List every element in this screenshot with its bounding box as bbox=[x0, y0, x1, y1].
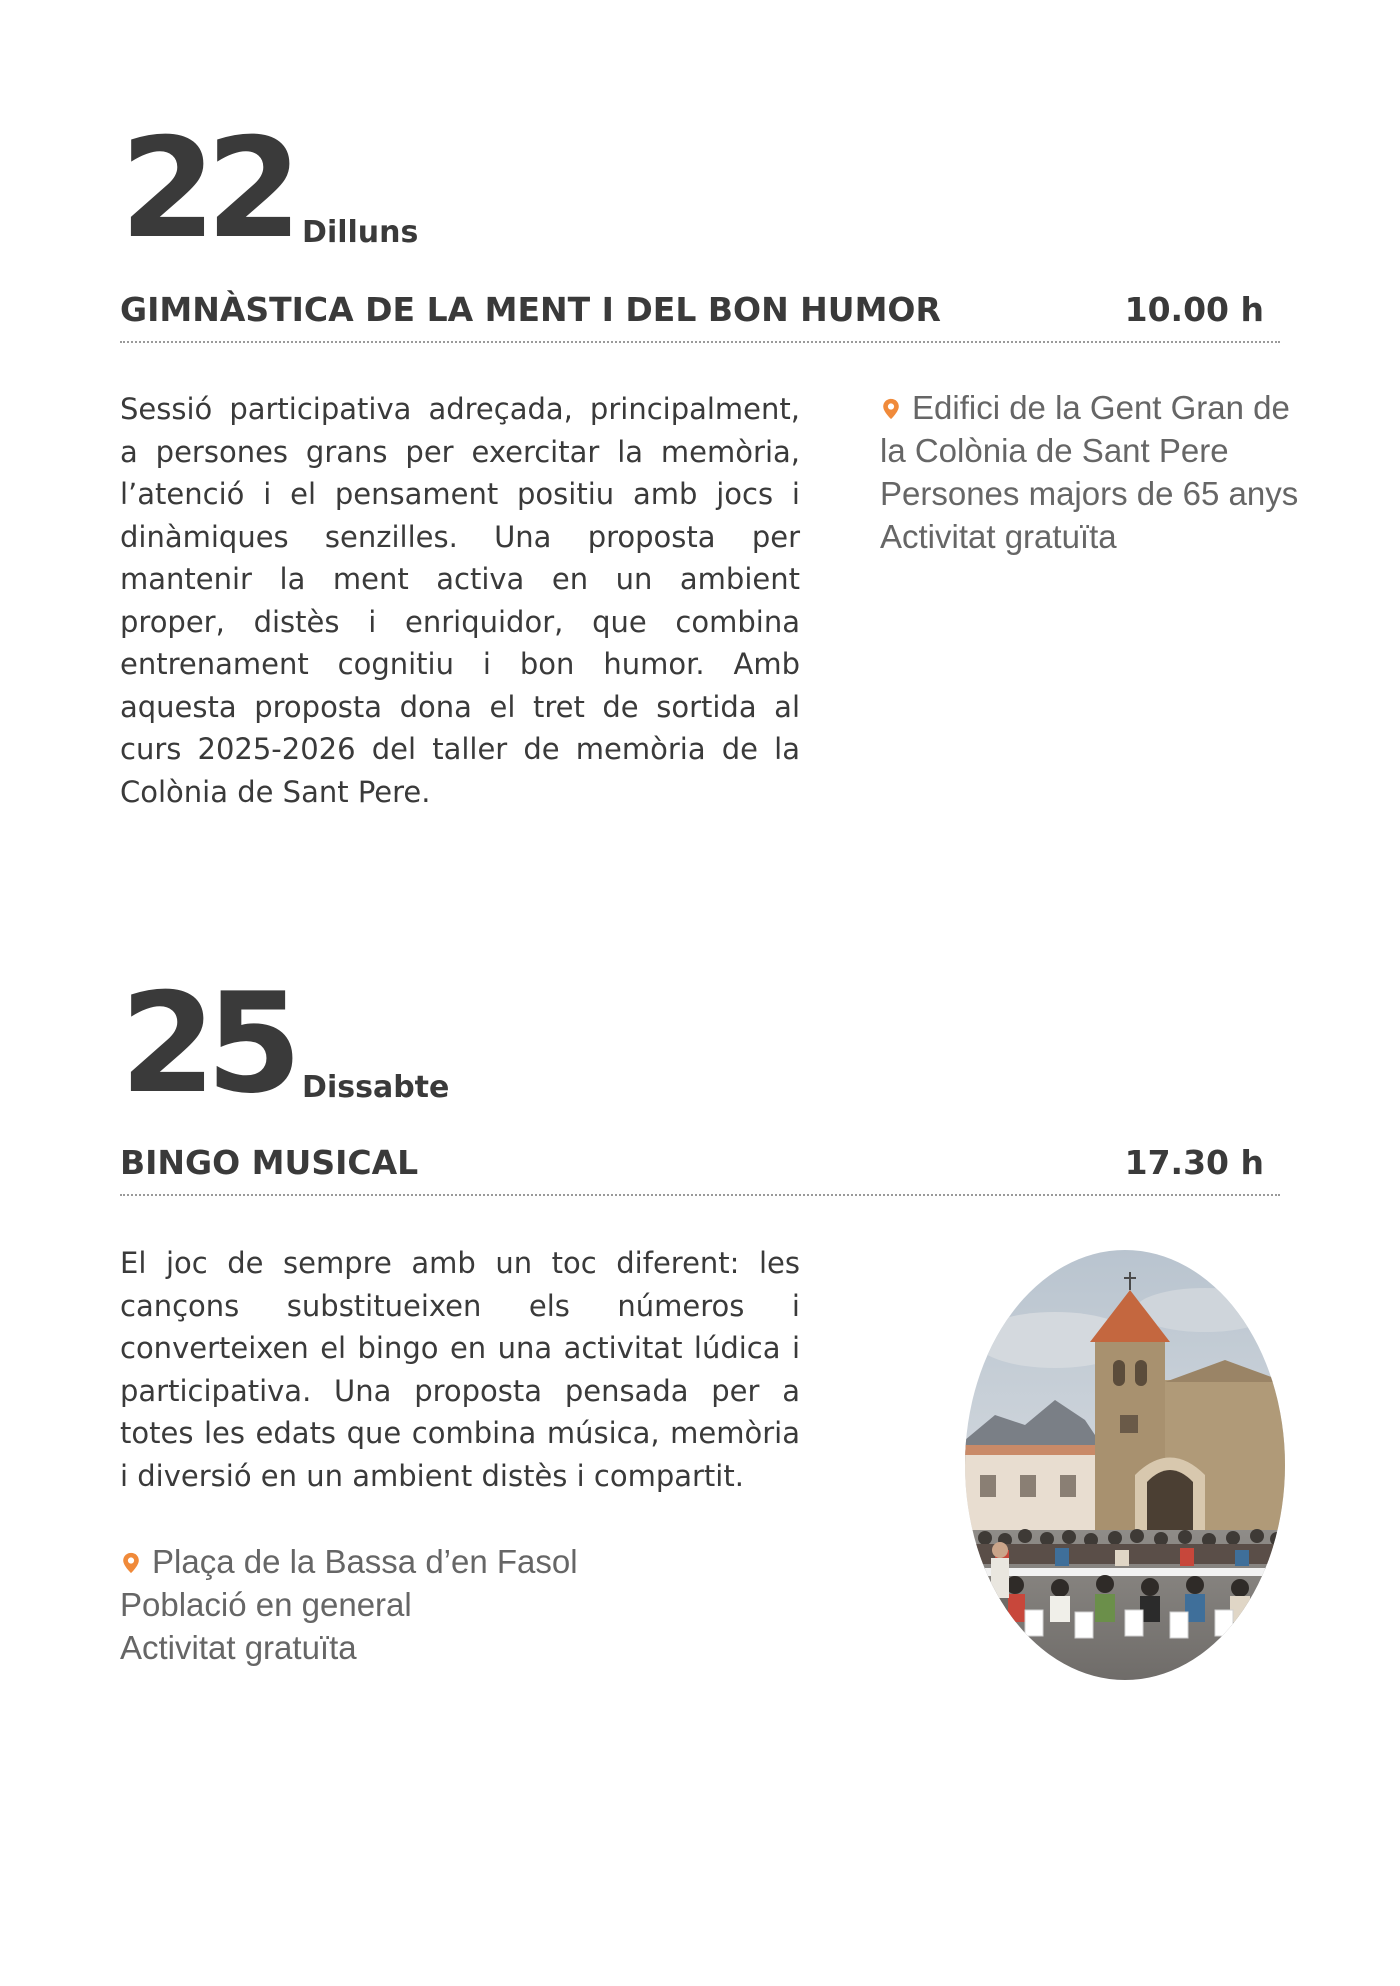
event-header bbox=[120, 1143, 1280, 1196]
map-pin-icon bbox=[120, 1552, 142, 1574]
day-number: 25 bbox=[120, 963, 293, 1124]
event-time: 17.30 h bbox=[1124, 1143, 1264, 1182]
event-header bbox=[120, 290, 1280, 343]
location-text: Plaça de la Bassa d’en Fasol bbox=[152, 1543, 578, 1580]
event-audience: Població en general bbox=[120, 1586, 412, 1623]
location-line-2: la Colònia de Sant Pere bbox=[880, 432, 1229, 469]
event-title: GIMNÀSTICA DE LA MENT I DEL BON HUMOR bbox=[120, 290, 941, 329]
event-info bbox=[880, 386, 1298, 558]
event-price: Activitat gratuïta bbox=[120, 1629, 357, 1666]
day-heading-25 bbox=[120, 963, 450, 1124]
map-pin-icon bbox=[880, 398, 902, 420]
event-photo bbox=[965, 1250, 1285, 1680]
town-square-photo bbox=[965, 1250, 1285, 1680]
event-location bbox=[880, 386, 1298, 429]
event-location bbox=[120, 1540, 578, 1583]
event-description: Sessió participativa adreçada, principalment, a persones grans per exercitar la memòria, l’atenció i el pensament positiu amb jocs i dinàmiques senzilles. Una proposta per mantenir la ment activa en un ambient proper, distès i enriquidor, que combina entrenament cognitiu i bon humor. Amb aquesta proposta dona el tret de sortida al curs 2025-2026 del taller de memòria de la Colònia de Sant Pere. bbox=[120, 392, 800, 809]
day-heading-22 bbox=[120, 108, 419, 269]
event-price: Activitat gratuïta bbox=[880, 518, 1117, 555]
day-name: Dissabte bbox=[302, 1070, 450, 1105]
event-info bbox=[120, 1540, 578, 1669]
event-audience: Persones majors de 65 anys bbox=[880, 475, 1299, 512]
event-time: 10.00 h bbox=[1124, 290, 1264, 329]
day-number: 22 bbox=[120, 108, 293, 269]
event-title: BINGO MUSICAL bbox=[120, 1143, 419, 1182]
day-name: Dilluns bbox=[302, 215, 419, 250]
location-line-1: Edifici de la Gent Gran de bbox=[912, 389, 1290, 426]
event-description: El joc de sempre amb un toc diferent: les cançons substitueixen els números i converteixen el bingo en una activitat lúdica i participativa. Una proposta pensada per a totes les edats que combina música, memòria i diversió en un ambient distès i compartit. bbox=[120, 1246, 800, 1493]
